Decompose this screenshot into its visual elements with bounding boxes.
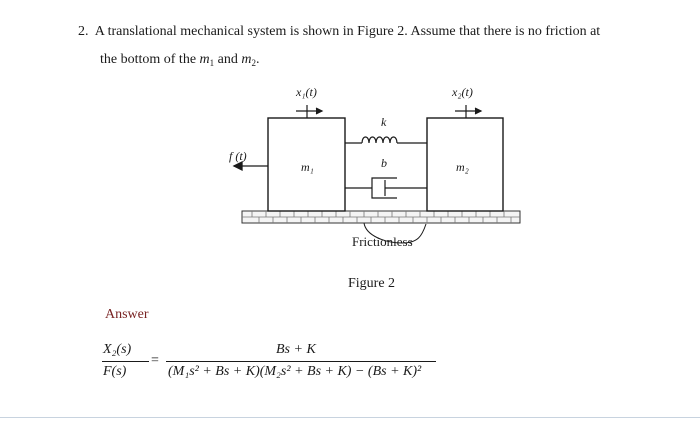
force-arrow bbox=[234, 162, 268, 170]
figure-caption: Figure 2 bbox=[348, 276, 396, 291]
mass2-label: m₂ bbox=[456, 160, 469, 174]
mass2-symbol: $m_2$ bbox=[241, 52, 257, 68]
answer-label: Answer bbox=[105, 307, 149, 322]
mass1-symbol: $m_1$ bbox=[199, 52, 215, 68]
ground-base bbox=[242, 211, 520, 223]
rhs-denominator: (M₁s² + Bs + K)(M₂s² + Bs + K) − (Bs + K)² bbox=[168, 364, 422, 379]
damper-b bbox=[345, 178, 427, 198]
damper-label: b bbox=[381, 156, 387, 170]
spring-label: k bbox=[381, 115, 387, 129]
bottom-divider bbox=[0, 417, 700, 418]
equals-sign: = bbox=[151, 353, 159, 368]
x2-label: x₂(t) bbox=[452, 85, 473, 99]
question-period: . bbox=[256, 52, 260, 67]
ground-label: Frictionless bbox=[352, 234, 413, 249]
question-number: 2. bbox=[78, 24, 89, 39]
x2-marker bbox=[455, 105, 481, 118]
lhs-denominator: F(s) bbox=[103, 364, 127, 379]
force-label: f (t) bbox=[229, 149, 247, 163]
x1-label: x₁(t) bbox=[296, 85, 317, 99]
rhs-fraction-bar bbox=[166, 361, 436, 362]
rhs-numerator: Bs + K bbox=[276, 342, 316, 357]
x1-marker bbox=[296, 105, 322, 118]
lhs-fraction-bar bbox=[102, 361, 149, 362]
question-text-line1: A translational mechanical system is shown in Figure 2. Assume that there is no friction at bbox=[94, 24, 601, 39]
question-and: and bbox=[217, 52, 238, 67]
lhs-numerator: X₂(s) bbox=[103, 342, 132, 357]
spring-k bbox=[345, 137, 427, 143]
question-text-line2-prefix: the bottom of the bbox=[100, 52, 197, 67]
mass1-label: m₁ bbox=[301, 160, 314, 174]
